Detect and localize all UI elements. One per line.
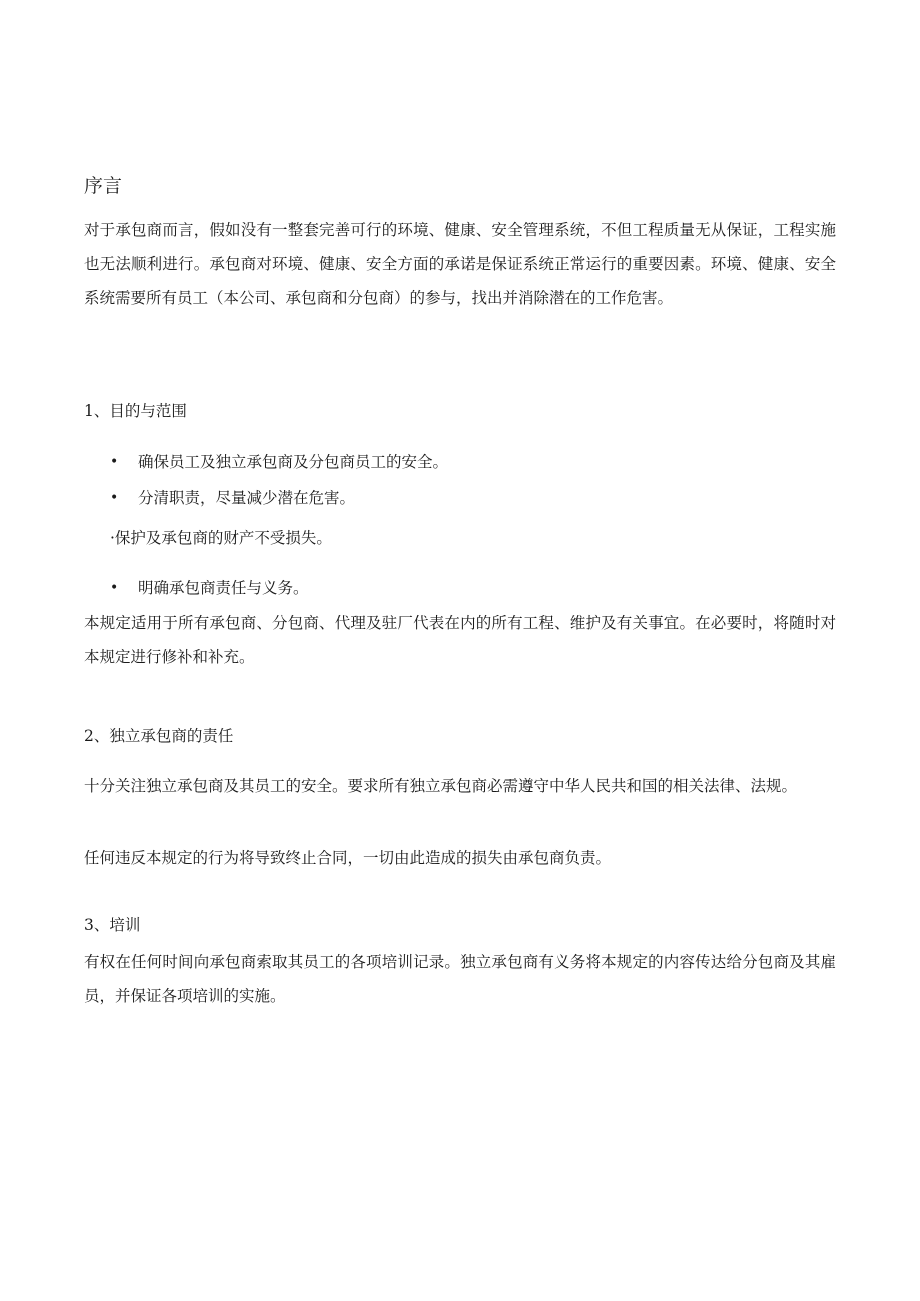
- bullet-text: 分清职责，尽量减少潜在危害。: [138, 489, 356, 507]
- section1-bullet-item: [110, 486, 356, 510]
- bullet-icon: •: [110, 490, 119, 506]
- section2-heading: 2、独立承包商的责任: [84, 727, 234, 745]
- bullet-text: 明确承包商责任与义务。: [138, 579, 309, 597]
- bullet-text: 确保员工及独立承包商及分包商员工的安全。: [138, 453, 449, 471]
- bullet-icon: •: [110, 580, 119, 596]
- section1-plain-item: ·保护及承包商的财产不受损失。: [110, 529, 332, 547]
- section1-bullet-item: [110, 450, 449, 474]
- section2-body1: 十分关注独立承包商及其员工的安全。要求所有独立承包商必需遵守中华人民共和国的相关法律、法规。: [84, 777, 798, 795]
- section1-heading: 1、目的与范围: [84, 402, 187, 420]
- section3-heading: 3、培训: [84, 916, 141, 934]
- section1-bullet-item: [110, 576, 309, 600]
- section3-body: 有权在任何时间向承包商索取其员工的各项培训记录。独立承包商有义务将本规定的内容传达给分包商及其雇员，并保证各项培训的实施。: [84, 953, 836, 1005]
- preface-body: 对于承包商而言，假如没有一整套完善可行的环境、健康、安全管理系统，不但工程质量无从保证，工程实施也无法顺利进行。承包商对环境、健康、安全方面的承诺是保证系统正常运行的重要因素。环境、健康、安全系统需要所有员工（本公司、承包商和分包商）的参与，找出并消除潜在的工作危害。: [84, 221, 836, 307]
- bullet-icon: •: [110, 454, 119, 470]
- section1-body: 本规定适用于所有承包商、分包商、代理及驻厂代表在内的所有工程、维护及有关事宜。在必要时，将随时对本规定进行修补和补充。: [84, 614, 836, 666]
- section2-body2: 任何违反本规定的行为将导致终止合同，一切由此造成的损失由承包商负责。: [84, 849, 612, 867]
- preface-title: 序言: [84, 175, 123, 197]
